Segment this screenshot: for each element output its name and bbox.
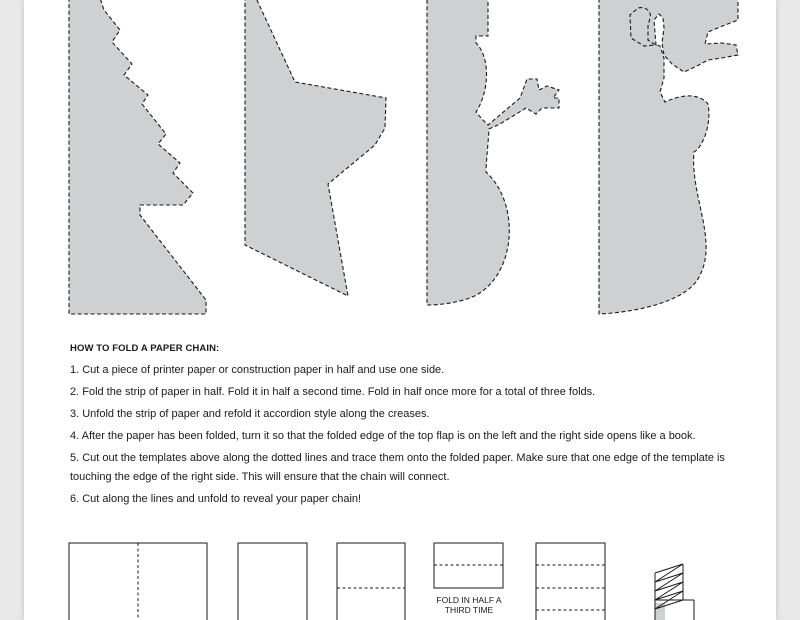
instructions-list	[70, 361, 760, 512]
instruction-step: 4. After the paper has been folded, turn it so that the folded edge of the top flap is on the left and the right side opens like a book.	[70, 430, 696, 442]
instruction-step: 2. Fold the strip of paper in half. Fold it in half a second time. Fold in half once more for a total of three folds.	[70, 386, 596, 398]
instructions-heading: HOW TO FOLD A PAPER CHAIN:	[70, 343, 220, 354]
instruction-step: 3. Unfold the strip of paper and refold it accordion style along the creases.	[70, 408, 430, 420]
diagram-half-strip	[238, 543, 307, 620]
snowman-template[interactable]	[427, 0, 559, 305]
diagram-second-fold	[337, 543, 405, 620]
instruction-step: 6. Cut along the lines and unfold to reveal your paper chain!	[70, 492, 362, 505]
star-template[interactable]	[245, 0, 386, 296]
fold-third-label: FOLD IN HALF A THIRD TIME	[436, 595, 502, 615]
diagram-unfolded-creases	[536, 543, 605, 620]
stocking-template[interactable]	[599, 0, 738, 314]
tree-template[interactable]	[69, 0, 206, 314]
diagram-accordion	[655, 564, 694, 620]
instruction-step: 5. Cut out the templates above along the dotted lines and trace them onto the folded paper. Make sure that one edge of the template is touching the edge of the right side. This will ensure that the chain will connect.	[70, 452, 725, 483]
instruction-step: 1. Cut a piece of printer paper or construction paper in half and use one side.	[70, 364, 445, 376]
